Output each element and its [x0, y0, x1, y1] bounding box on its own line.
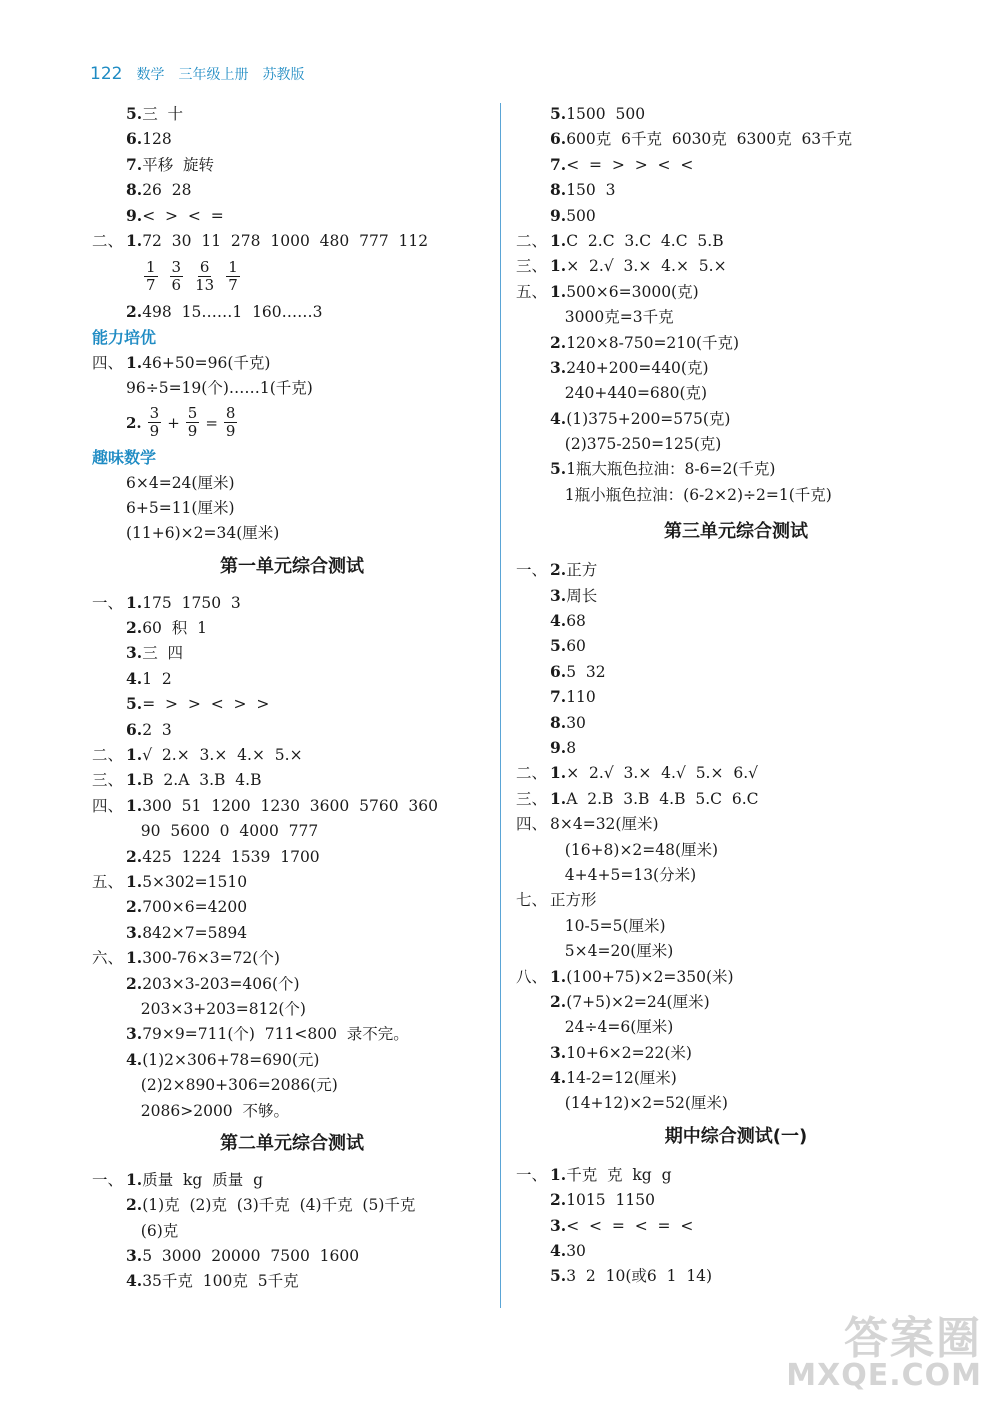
answer-text: 6×4=24(厘米) [126, 473, 235, 492]
answer-text: 600克 6千克 6030克 6300克 63千克 [566, 130, 853, 149]
answer-line [92, 299, 492, 324]
item-number: 9. [126, 205, 143, 225]
answer-line [516, 684, 956, 709]
answer-line [516, 786, 956, 811]
answer-line [92, 495, 492, 520]
answer-text: 3000克=3千克 [550, 308, 674, 327]
answer-line [516, 862, 956, 887]
watermark-text: 答案圈 [844, 1313, 982, 1364]
answer-text: (6)克 [126, 1221, 179, 1240]
item-number: 3. [126, 643, 143, 663]
page-header [90, 64, 304, 84]
answer-text: 5 3000 20000 7500 1600 [142, 1247, 360, 1266]
watermark-url: MXQE.COM [786, 1358, 982, 1393]
item-number: 5. [550, 104, 567, 123]
fraction [224, 405, 238, 440]
answer-text: 平移 旋转 [142, 155, 215, 174]
answer-text: B 2.A 3.B 4.B [142, 771, 262, 790]
answer-text: 110 [566, 688, 596, 707]
left-block-d [92, 470, 492, 546]
denominator: 9 [187, 422, 198, 441]
answer-text: 14-2=12(厘米) [566, 1069, 677, 1088]
answer-text: 842×7=5894 [142, 923, 248, 942]
answer-text: 24÷4=6(厘米) [550, 1018, 674, 1037]
answer-text: 5×302=1510 [142, 872, 248, 891]
answer-text: 1500 500 [566, 105, 646, 123]
item-number: 9. [550, 737, 567, 757]
section-prefix: 五、 [516, 282, 548, 301]
answer-line [516, 887, 956, 912]
section-prefix: 一、 [516, 1165, 548, 1184]
answer-text: 三 四 [142, 644, 184, 663]
answer-line [516, 177, 956, 202]
answer-line [92, 767, 492, 792]
answer-text: 498 15……1 160……3 [142, 303, 323, 322]
numerator: 5 [187, 404, 198, 423]
item-number: 2. [126, 897, 143, 917]
denominator: 9 [225, 422, 236, 441]
item-number: 2. [126, 413, 142, 432]
answer-line [516, 1014, 956, 1039]
fraction [226, 259, 240, 294]
left-column [92, 101, 492, 1294]
item-number: 5. [126, 104, 143, 123]
item-number: 5. [550, 459, 567, 479]
denominator: 9 [149, 422, 160, 441]
answer-line [516, 964, 956, 989]
section-prefix: 七、 [516, 891, 548, 910]
fraction [170, 259, 184, 294]
answer-text: 1 2 [142, 669, 172, 688]
answer-line [92, 793, 492, 818]
item-number: 4. [126, 668, 143, 688]
answer-line [516, 1238, 956, 1263]
answer-text: 60 [566, 637, 586, 656]
answer-text: 26 28 [142, 181, 192, 200]
item-number: 6. [126, 129, 143, 149]
numerator: 3 [171, 257, 182, 276]
answer-text: < = > > < < [566, 155, 694, 174]
answer-line [516, 837, 956, 862]
section-prefix: 一、 [516, 561, 548, 580]
answer-line [92, 152, 492, 177]
section-prefix: 八、 [516, 967, 548, 986]
operator: + [167, 413, 180, 432]
answer-text: 10-5=5(厘米) [550, 916, 666, 935]
answer-text: (14+12)×2=52(厘米) [550, 1094, 728, 1113]
section-title-midterm: 期中综合测试(一) [664, 1125, 808, 1147]
answer-line [92, 590, 492, 615]
item-number: 2. [126, 973, 143, 993]
answer-text: 79×9=711(个) 711<800 录不完。 [142, 1025, 409, 1044]
item-number: 3. [550, 585, 567, 605]
answer-line [92, 177, 492, 202]
fraction [186, 405, 200, 440]
answer-line [92, 920, 492, 945]
section-prefix: 四、 [92, 796, 124, 815]
answer-text: 1015 1150 [566, 1191, 655, 1210]
answer-text: (1)克 (2)克 (3)千克 (4)千克 (5)千克 [142, 1196, 416, 1215]
item-number: 1. [126, 795, 143, 815]
section-prefix: 二、 [516, 764, 548, 783]
answer-text: 10+6×2=22(米) [566, 1043, 692, 1062]
section-ability: 能力培优 [92, 327, 157, 347]
answer-line [92, 470, 492, 495]
watermark-logo [786, 1313, 982, 1393]
answer-line [516, 557, 956, 582]
answer-text: 千克 克 kg g [566, 1165, 672, 1184]
section-prefix: 二、 [92, 746, 124, 765]
item-number: 3. [126, 1246, 143, 1266]
item-number: 4. [550, 1241, 567, 1261]
answer-line [516, 228, 956, 253]
answer-text: 30 [566, 713, 586, 732]
answer-line [92, 818, 492, 843]
answer-text: 1瓶大瓶色拉油：8-6=2(千克) [566, 460, 776, 479]
item-number: 1. [550, 788, 567, 808]
answer-text: 周长 [566, 586, 598, 605]
answer-text: 8×4=32(厘米) [550, 815, 659, 834]
right-block-a [516, 101, 956, 507]
answer-line [92, 666, 492, 691]
answer-line [516, 938, 956, 963]
section-prefix: 一、 [92, 1170, 124, 1189]
item-number: 1. [550, 763, 567, 783]
numerator: 8 [225, 404, 236, 423]
item-number: 8. [126, 180, 143, 200]
item-number: 4. [126, 1049, 143, 1069]
item-number: 6. [126, 719, 143, 739]
answer-text: (7+5)×2=24(厘米) [566, 992, 710, 1011]
answer-line [516, 152, 956, 177]
answer-line [516, 659, 956, 684]
left-block-c [92, 350, 492, 401]
numerator: 1 [146, 257, 156, 276]
answer-text: 5 32 [566, 662, 606, 681]
answer-text: × 2.√ 3.× 4.√ 5.× 6.√ [566, 764, 758, 783]
answer-text: √ 2.× 3.× 4.× 5.× [142, 746, 303, 765]
section-title-unit2: 第二单元综合测试 [220, 1132, 364, 1154]
answer-text: 500×6=3000(克) [566, 282, 699, 301]
answer-text: (1)2×306+78=690(元) [142, 1050, 320, 1069]
denominator: 7 [146, 275, 156, 294]
right-block-b [516, 557, 956, 1116]
answer-text: 1瓶小瓶色拉油：(6-2×2)÷2=1(千克) [550, 485, 832, 504]
answer-line [516, 1065, 956, 1090]
answer-text: 35千克 100克 5千克 [142, 1272, 299, 1291]
answer-text: 质量 kg 质量 g [142, 1170, 263, 1189]
answer-line [516, 1213, 956, 1238]
item-number: 4. [126, 1271, 143, 1291]
item-number: 4. [550, 1068, 567, 1088]
item-number: 2. [550, 1190, 567, 1210]
item-number: 1. [126, 230, 143, 250]
answer-line [92, 1072, 492, 1097]
answer-line [92, 996, 492, 1021]
item-number: 3. [550, 357, 567, 377]
answer-text: 2 3 [142, 720, 172, 739]
numerator: 6 [199, 257, 210, 276]
answer-line [516, 913, 956, 938]
item-number: 2. [550, 332, 567, 352]
item-number: 7. [126, 154, 143, 174]
answer-text: (100+75)×2=350(米) [566, 967, 734, 986]
item-number: 3. [550, 1215, 567, 1235]
answer-text: (11+6)×2=34(厘米) [126, 524, 280, 543]
item-number: 4. [550, 611, 567, 631]
answer-text: 240+200=440(克) [566, 358, 709, 377]
item-number: 5. [126, 694, 143, 714]
item-number: 1. [126, 871, 143, 891]
column-divider [500, 103, 501, 1308]
answer-line [92, 350, 492, 375]
fraction [148, 405, 162, 440]
section-prefix: 三、 [516, 789, 548, 808]
section-prefix: 三、 [92, 771, 124, 790]
answer-text: < > < = [142, 206, 224, 225]
fraction-row [92, 253, 492, 299]
item-number: 7. [550, 687, 567, 707]
item-number: 3. [126, 1024, 143, 1044]
answer-line [516, 126, 956, 151]
answer-text: 46+50=96(千克) [142, 353, 271, 372]
subject-label: 数学 [136, 67, 165, 83]
item-number: 1. [126, 1169, 143, 1189]
left-block-e [92, 590, 492, 1123]
item-number: 6. [550, 661, 567, 681]
item-number: 1. [550, 966, 567, 986]
answer-line [516, 811, 956, 836]
answer-line [516, 279, 956, 304]
answer-line [92, 894, 492, 919]
answer-line [516, 380, 956, 405]
answer-line [516, 608, 956, 633]
item-number: 2. [126, 1195, 143, 1215]
answer-text: 175 1750 3 [142, 593, 241, 612]
item-number: 2. [126, 846, 143, 866]
answer-text: 72 30 11 278 1000 480 777 112 [142, 231, 429, 250]
answer-text: 128 [142, 130, 172, 149]
answer-line [516, 253, 956, 278]
item-number: 7. [550, 154, 567, 174]
answer-line [92, 615, 492, 640]
denominator: 6 [171, 275, 182, 294]
answer-text: × 2.√ 3.× 4.× 5.× [566, 257, 727, 276]
answer-text: 203×3+203=812(个) [126, 999, 306, 1018]
item-number: 1. [126, 770, 143, 790]
answer-line [516, 583, 956, 608]
answer-line [516, 304, 956, 329]
answer-text: 4+4+5=13(分米) [550, 865, 697, 884]
item-number: 1. [550, 256, 567, 276]
answer-line [516, 1040, 956, 1065]
answer-line [92, 1243, 492, 1268]
numerator: 3 [149, 404, 160, 423]
answer-line [516, 330, 956, 355]
item-number: 8. [550, 712, 567, 732]
answer-text: 300-76×3=72(个) [142, 949, 280, 968]
item-number: 2. [550, 560, 567, 580]
numerator: 1 [228, 257, 238, 276]
section-prefix: 四、 [516, 815, 548, 834]
answer-text: < < = < = < [566, 1216, 694, 1235]
section-prefix: 二、 [516, 231, 548, 250]
answer-text: 240+440=680(克) [550, 384, 708, 403]
page-number: 122 [90, 64, 123, 84]
item-number: 1. [126, 352, 143, 372]
answer-text: (2)2×890+306=2086(元) [126, 1076, 338, 1095]
answer-text: 3 2 10(或6 1 14) [566, 1267, 713, 1286]
left-block-b [92, 299, 492, 324]
answer-line [92, 869, 492, 894]
item-number: 5. [550, 636, 567, 656]
answer-text: 120×8-750=210(千克) [566, 333, 740, 352]
answer-text: 8 [566, 738, 577, 757]
item-number: 1. [550, 281, 567, 301]
item-number: 1. [126, 948, 143, 968]
answer-text: 6+5=11(厘米) [126, 498, 235, 517]
answer-line [516, 735, 956, 760]
answer-text: 5×4=20(厘米) [550, 942, 674, 961]
answer-line [516, 203, 956, 228]
section-title-unit1: 第一单元综合测试 [220, 555, 364, 577]
item-number: 2. [126, 302, 143, 322]
answer-text: = > > < > > [142, 695, 270, 714]
answer-line [92, 375, 492, 400]
answer-text: 96÷5=19(个)……1(千克) [126, 379, 313, 398]
answer-text: (2)375-250=125(克) [550, 435, 722, 454]
item-number: 1. [550, 1164, 567, 1184]
left-block-f [92, 1167, 492, 1294]
answer-line [516, 1090, 956, 1115]
answer-line [516, 1162, 956, 1187]
answer-line [92, 101, 492, 126]
answer-line [516, 482, 956, 507]
item-number: 1. [126, 745, 143, 765]
answer-text: (1)375+200=575(克) [566, 409, 731, 428]
answer-line [92, 742, 492, 767]
item-number: 3. [126, 922, 143, 942]
answer-text: A 2.B 3.B 4.B 5.C 6.C [566, 789, 759, 808]
answer-text: 60 积 1 [142, 619, 207, 638]
item-number: 6. [550, 129, 567, 149]
item-number: 2. [126, 618, 143, 638]
answer-line [92, 1192, 492, 1217]
section-prefix: 四、 [92, 353, 124, 372]
answer-line [92, 971, 492, 996]
right-block-c [516, 1162, 956, 1289]
grade-label: 三年级上册 [178, 67, 249, 83]
answer-text: (16+8)×2=48(厘米) [550, 840, 719, 859]
right-column [516, 101, 956, 1289]
answer-line [92, 1098, 492, 1123]
section-prefix: 五、 [92, 872, 124, 891]
answer-line [92, 1268, 492, 1293]
answer-text: 700×6=4200 [142, 898, 248, 917]
item-number: 3. [550, 1042, 567, 1062]
answer-line [92, 1021, 492, 1046]
item-number: 1. [126, 592, 143, 612]
answer-text: 正方形 [550, 891, 597, 910]
answer-text: 150 3 [566, 181, 616, 200]
answer-text: 500 [566, 206, 596, 225]
item-number: 5. [550, 1266, 567, 1286]
fraction [144, 259, 158, 294]
answer-text: C 2.C 3.C 4.C 5.B [566, 231, 724, 250]
answer-line [516, 989, 956, 1014]
denominator: 7 [228, 275, 238, 294]
answer-text: 203×3-203=406(个) [142, 974, 300, 993]
answer-line [92, 1218, 492, 1243]
section-title-unit3: 第三单元综合测试 [664, 521, 808, 543]
answer-line [92, 126, 492, 151]
answer-line [92, 717, 492, 742]
equals-sign: = [205, 413, 218, 432]
item-number: 9. [550, 205, 567, 225]
answer-line [92, 945, 492, 970]
answer-line [92, 1047, 492, 1072]
answer-line [516, 355, 956, 380]
answer-line [516, 760, 956, 785]
item-number: 2. [550, 991, 567, 1011]
answer-line [92, 520, 492, 545]
left-block-a [92, 101, 492, 253]
edition-label: 苏教版 [262, 67, 305, 83]
answer-line [516, 1187, 956, 1212]
answer-line [516, 431, 956, 456]
answer-text: 正方 [566, 561, 598, 580]
answer-line [92, 203, 492, 228]
section-prefix: 三、 [516, 257, 548, 276]
answer-line [516, 456, 956, 481]
answer-line [92, 1167, 492, 1192]
answer-text: 2086>2000 不够。 [126, 1101, 290, 1120]
section-prefix: 二、 [92, 231, 124, 250]
answer-text: 30 [566, 1242, 586, 1261]
answer-line [516, 101, 956, 126]
answer-line [516, 633, 956, 658]
fraction [195, 259, 214, 294]
section-prefix: 一、 [92, 593, 124, 612]
answer-line [92, 640, 492, 665]
answer-line [92, 844, 492, 869]
denominator: 13 [195, 275, 215, 294]
answer-line [516, 1263, 956, 1288]
item-number: 4. [550, 408, 567, 428]
answer-text: 68 [566, 612, 586, 631]
fraction-equation [92, 401, 492, 445]
answer-text: 三 十 [142, 105, 184, 123]
item-number: 1. [550, 230, 567, 250]
answer-line [92, 691, 492, 716]
answer-text: 90 5600 0 4000 777 [126, 822, 319, 841]
answer-text: 425 1224 1539 1700 [142, 847, 320, 866]
answer-line [92, 228, 492, 253]
item-number: 8. [550, 180, 567, 200]
answer-text: 300 51 1200 1230 3600 5760 360 [142, 796, 438, 815]
section-fun-math: 趣味数学 [92, 447, 157, 467]
section-prefix: 六、 [92, 949, 124, 968]
answer-line [516, 406, 956, 431]
answer-line [516, 710, 956, 735]
